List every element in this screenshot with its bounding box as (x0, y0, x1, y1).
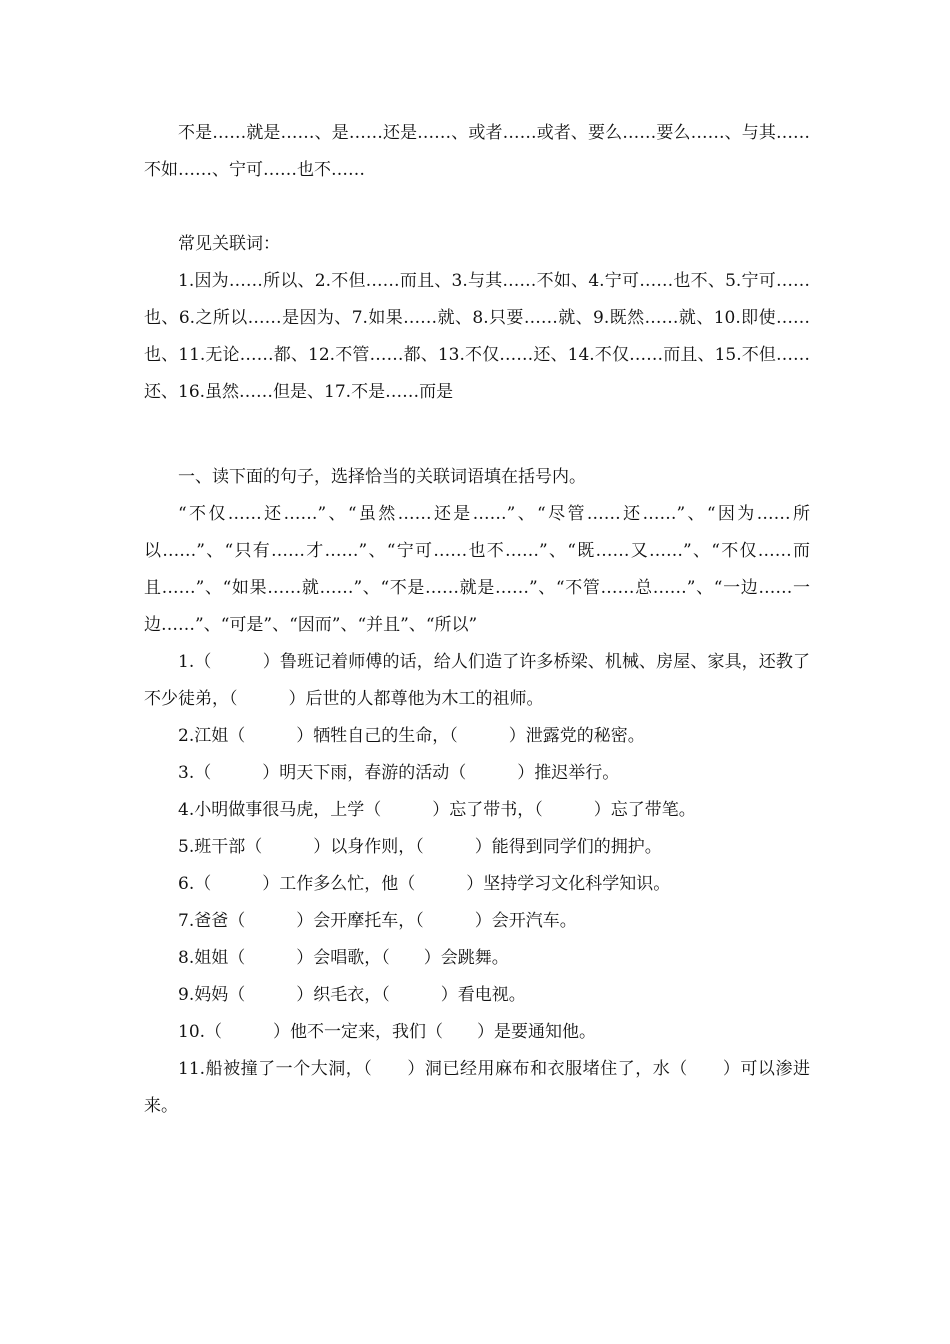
question-item: 1.（ ）鲁班记着师傅的话，给人们造了许多桥梁、机械、房屋、家具，还教了不少徒弟，（ ）后世的人都尊他为木工的祖师。 (144, 652, 810, 709)
intro-paragraph: 不是……就是……、是……还是……、或者……或者、要么……要么……、与其……不如……、宁可……也不…… (144, 123, 810, 180)
question-item: 4.小明做事很马虎，上学（ ）忘了带书，（ ）忘了带笔。 (178, 800, 696, 820)
spacer (144, 411, 810, 459)
question-item: 11.船被撞了一个大洞，（ ）洞已经用麻布和衣服堵住了，水（ ）可以渗进来。 (144, 1059, 810, 1116)
word-options: “不仅……还……”、“虽然……还是……”、“尽管……还……”、“因为……所以……”、“只有……才……”、“宁可……也不……”、“既……又……”、“不仅……而且……”、“如果……就……”、“不是……就是……”、“不管……总……”、“一边……一边……”、“可是”、“因而”、“并且”、“所以” (144, 504, 810, 635)
document-page (144, 115, 810, 1125)
spacer (144, 189, 810, 226)
question-item: 7.爸爸（ ）会开摩托车，（ ）会开汽车。 (178, 911, 577, 931)
question-item: 6.（ ）工作多么忙，他（ ）坚持学习文化科学知识。 (178, 874, 671, 894)
question-item: 2.江姐（ ）牺牲自己的生命，（ ）泄露党的秘密。 (178, 726, 645, 746)
question-item: 8.姐姐（ ）会唱歌，（ ）会跳舞。 (178, 948, 509, 968)
question-item: 9.妈妈（ ）织毛衣，（ ）看电视。 (178, 985, 526, 1005)
common-conjunctions-title: 常见关联词： (178, 234, 280, 254)
common-conjunctions-list: 1.因为……所以、2.不但……而且、3.与其……不如、4.宁可……也不、5.宁可……也、6.之所以……是因为、7.如果……就、8.只要……就、9.既然……就、10.即使……也、11.无论……都、12.不管……都、13.不仅……还、14.不仅……而且、15.不但……还、16.虽然……但是、17.不是……而是 (144, 271, 810, 402)
exercise-heading: 一、读下面的句子，选择恰当的关联词语填在括号内。 (178, 467, 586, 487)
question-item: 5.班干部（ ）以身作则，（ ）能得到同学们的拥护。 (178, 837, 662, 857)
question-item: 10.（ ）他不一定来，我们（ ）是要通知他。 (178, 1022, 597, 1042)
question-item: 3.（ ）明天下雨，春游的活动（ ）推迟举行。 (178, 763, 620, 783)
